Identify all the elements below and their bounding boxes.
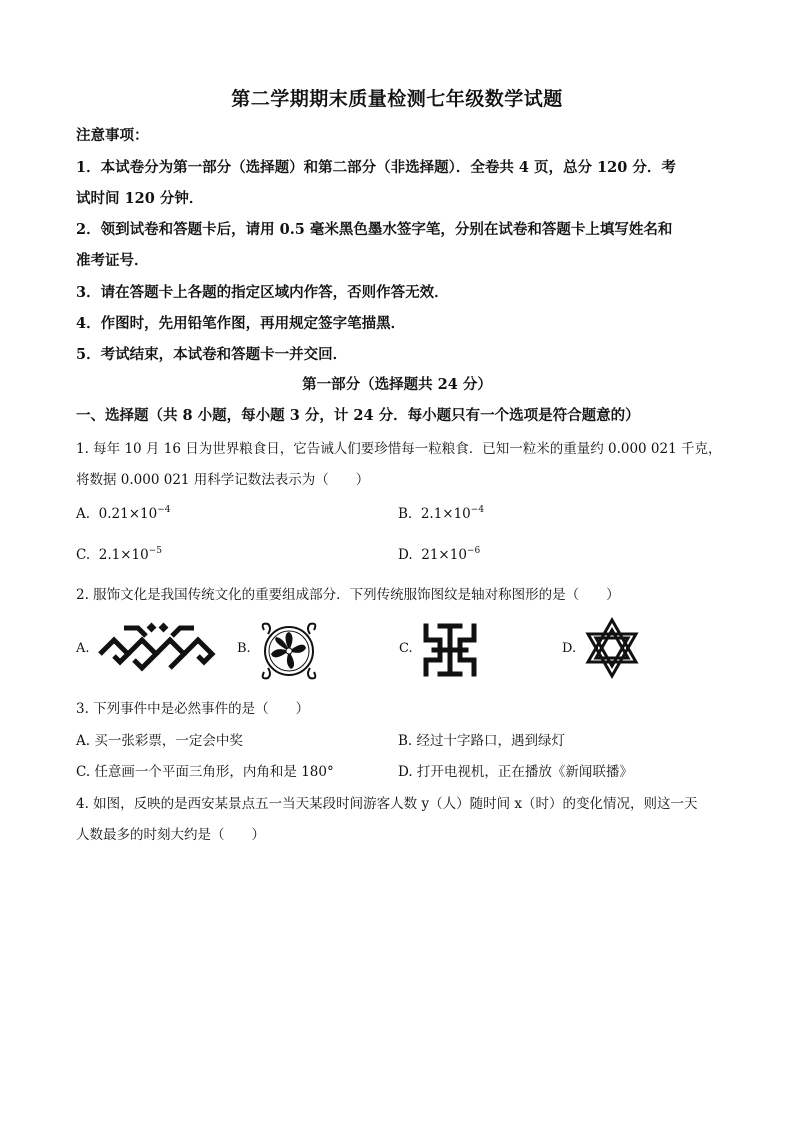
q3-option-b[interactable]: B. 经过十字路口，遇到绿灯 xyxy=(398,733,566,749)
q2-option-a-label[interactable]: A. xyxy=(76,641,90,656)
q3-option-c[interactable]: C. 任意画一个平面三角形，内角和是 180° xyxy=(76,764,334,780)
notice-item-2-cont: 准考证号． xyxy=(76,252,149,269)
q1-option-b[interactable]: B. $2.1\times 10^{-4}$ xyxy=(398,505,485,522)
q1-option-d[interactable]: D. $21\times 10^{-6}$ xyxy=(398,546,481,563)
q2-stem: 2. 服饰文化是我国传统文化的重要组成部分．下列传统服饰图纹是轴对称图形的是（ ） xyxy=(76,587,620,603)
q2-pattern-c-figure xyxy=(422,622,478,678)
q2-pattern-a-figure xyxy=(94,620,222,676)
q3-option-d[interactable]: D. 打开电视机，正在播放《新闻联播》 xyxy=(398,764,633,780)
q2-option-b-label[interactable]: B. xyxy=(237,641,251,656)
q1-stem-line1: 1. 每年 10 月 16 日为世界粮食日，它告诫人们要珍惜每一粒粮食．已知一粒米的重量约 0.000 021 千克， xyxy=(76,441,722,457)
notice-item-4: 4．作图时，先用铅笔作图，再用规定签字笔描黑． xyxy=(76,315,406,332)
notice-item-2: 2．领到试卷和答题卡后，请用 0.5 毫米黑色墨水签字笔，分别在试卷和答题卡上填写姓名和 xyxy=(76,221,673,238)
notice-item-1-cont: 试时间 120 分钟． xyxy=(76,190,204,207)
notice-heading: 注意事项： xyxy=(76,127,149,144)
q2-pattern-b-figure xyxy=(258,620,320,682)
q2-option-d-label[interactable]: D. xyxy=(562,641,577,656)
q4-stem-line1: 4. 如图，反映的是西安某景点五一当天某段时间游客人数 y（人）随时间 x（时）的变化情况，则这一天 xyxy=(76,796,698,812)
q2-option-c-label[interactable]: C. xyxy=(399,641,413,656)
notice-item-5: 5．考试结束，本试卷和答题卡一并交回． xyxy=(76,346,348,363)
q2-pattern-d-figure xyxy=(582,616,642,680)
q1-stem-line2: 将数据 0.000 021 用科学记数法表示为（ ） xyxy=(76,472,370,488)
q1-option-c[interactable]: C. $2.1\times 10^{-5}$ xyxy=(76,546,162,563)
section-heading: 一、选择题（共 8 小题，每小题 3 分，计 24 分．每小题只有一个选项是符合题意的） xyxy=(76,407,640,424)
part-heading: 第一部分（选择题共 24 分） xyxy=(302,376,492,393)
notice-item-1: 1．本试卷分为第一部分（选择题）和第二部分（非选择题）．全卷共 4 页，总分 120 分．考 xyxy=(76,159,676,176)
page-title: 第二学期期末质量检测七年级数学试题 xyxy=(231,88,563,110)
q1-option-a[interactable]: A. $0.21\times 10^{-4}$ xyxy=(76,505,171,522)
q4-stem-line2: 人数最多的时刻大约是（ ） xyxy=(76,827,265,843)
q3-stem: 3. 下列事件中是必然事件的是（ ） xyxy=(76,701,310,717)
q3-option-a[interactable]: A. 买一张彩票，一定会中奖 xyxy=(76,733,243,749)
notice-item-3: 3．请在答题卡上各题的指定区域内作答，否则作答无效． xyxy=(76,284,449,301)
